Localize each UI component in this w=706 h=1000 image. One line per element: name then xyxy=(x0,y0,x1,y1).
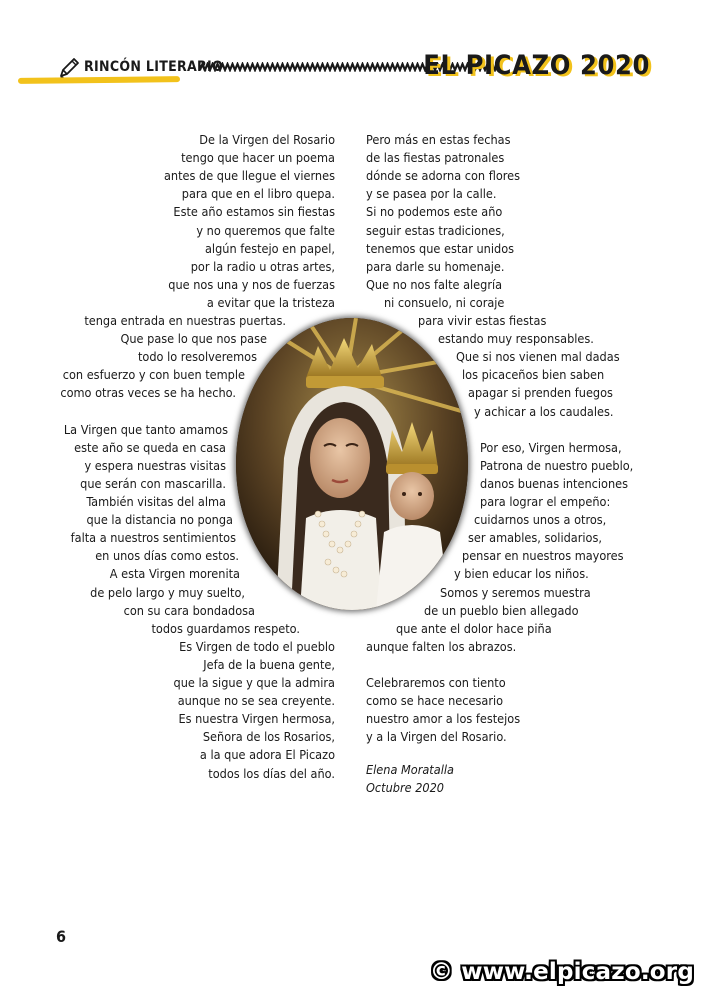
poem-line: algún festejo en papel, xyxy=(204,240,335,256)
poem-line: antes de que llegue el viernes xyxy=(163,168,335,184)
poem-line: Jefa de la buena gente, xyxy=(203,656,335,672)
poem-line: dónde se adorna con flores xyxy=(366,168,521,184)
poem-line: Patrona de nuestro pueblo, xyxy=(480,457,634,473)
poem-line: Somos y seremos muestra xyxy=(440,584,591,600)
poem-line: También visitas del alma xyxy=(86,494,226,509)
poem-line: ni consuelo, ni coraje xyxy=(384,294,505,310)
poem-line: para vivir estas fiestas xyxy=(418,313,547,328)
poem-line: Celebraremos con tiento xyxy=(366,675,506,690)
poem-date: Octubre 2020 xyxy=(366,780,445,795)
poem-line: que ante el dolor hace piña xyxy=(396,620,552,636)
poem-line: con esfuerzo y con buen temple xyxy=(62,367,245,383)
poem-line: seguir estas tradiciones, xyxy=(366,222,505,238)
poem-line: a evitar que la tristeza xyxy=(206,294,335,310)
poem-line: con su cara bondadosa xyxy=(123,602,255,618)
poem-line: de las fiestas patronales xyxy=(366,150,505,166)
poem-line: y a la Virgen del Rosario. xyxy=(366,729,507,745)
poem-line: Señora de los Rosarios, xyxy=(202,729,335,745)
poem-line: cuidarnos unos a otros, xyxy=(474,512,607,528)
poem-line: Pero más en estas fechas xyxy=(366,132,511,147)
poem-line: y no queremos que falte xyxy=(196,222,335,238)
poem-line: Por eso, Virgen hermosa, xyxy=(480,439,622,455)
poem-line: Que no nos falte alegría xyxy=(366,276,503,292)
poem-line: como otras veces se ha hecho. xyxy=(60,385,236,401)
poem-line: aunque falten los abrazos. xyxy=(366,638,517,654)
poem-line: este año se queda en casa xyxy=(74,439,226,455)
poem-line: que nos una y nos de fuerzas xyxy=(168,276,335,292)
poem-line: apagar si prenden fuegos xyxy=(468,385,613,401)
poem-line: por la radio u otras artes, xyxy=(190,258,335,274)
poem-line: que la sigue y que la admira xyxy=(173,675,335,690)
poem-line: La Virgen que tanto amamos xyxy=(63,421,228,437)
section-label: RINCÓN LITERARIO xyxy=(84,59,224,75)
poem-line: y espera nuestras visitas xyxy=(84,457,226,473)
poem-line: Que si nos vienen mal dadas xyxy=(456,349,620,365)
poem-line: A esta Virgen morenita xyxy=(109,566,240,582)
page-number: 6 xyxy=(56,927,67,946)
poem-line: para que en el libro quepa. xyxy=(181,186,335,202)
poem-line: tenga entrada en nuestras puertas. xyxy=(84,313,286,328)
poem-line: en unos días como estos. xyxy=(95,548,239,564)
statue-illustration xyxy=(236,318,468,610)
website-link[interactable]: © www.elpicazo.org xyxy=(429,959,694,985)
poem-line: a la que adora El Picazo xyxy=(199,747,335,763)
poem-line: tengo que hacer un poema xyxy=(181,150,335,166)
poem-line: para lograr el empeño: xyxy=(480,494,611,509)
poem-line: tenemos que estar unidos xyxy=(366,240,515,256)
virgin-statue-photo xyxy=(236,318,468,610)
poem-line: todo lo resolveremos xyxy=(137,349,257,365)
poem-line: estando muy responsables. xyxy=(438,331,594,347)
poem-line: y achicar a los caudales. xyxy=(474,403,614,419)
poem-line: Es nuestra Virgen hermosa, xyxy=(178,711,335,727)
poem-line: ser amables, solidarios, xyxy=(468,530,602,546)
poem-line: aunque no se sea creyente. xyxy=(177,693,335,709)
poem-line: de un pueblo bien allegado xyxy=(424,602,579,618)
poem-line: todos guardamos respeto. xyxy=(151,620,300,636)
poem-line: Que pase lo que nos pase xyxy=(120,331,267,347)
poem-line: Es Virgen de todo el pueblo xyxy=(179,638,335,654)
poem-line: que serán con mascarilla. xyxy=(80,475,226,491)
magazine-title: EL PICAZO 2020 xyxy=(423,50,650,81)
poem-line: De la Virgen del Rosario xyxy=(199,132,335,147)
poem-line: pensar en nuestros mayores xyxy=(462,548,624,564)
poem-line: como se hace necesario xyxy=(366,693,504,709)
poem-line: todos los días del año. xyxy=(208,765,335,781)
poem-line: danos buenas intenciones xyxy=(480,475,629,491)
author-name: Elena Moratalla xyxy=(366,762,454,777)
poem-signature xyxy=(366,761,454,797)
poem-line: Este año estamos sin fiestas xyxy=(173,204,335,220)
poem-line: y bien educar los niños. xyxy=(454,566,589,582)
poem-line: falta a nuestros sentimientos xyxy=(70,530,236,546)
poem-line: nuestro amor a los festejos xyxy=(366,711,521,727)
poem-line: de pelo largo y muy suelto, xyxy=(90,584,245,600)
poem-line: Si no podemos este año xyxy=(366,204,503,220)
poem-line: que la distancia no ponga xyxy=(86,512,233,528)
poem-line: para darle su homenaje. xyxy=(366,258,505,274)
poem-line: los picaceños bien saben xyxy=(462,367,605,383)
poem-line: y se pasea por la calle. xyxy=(366,186,497,202)
